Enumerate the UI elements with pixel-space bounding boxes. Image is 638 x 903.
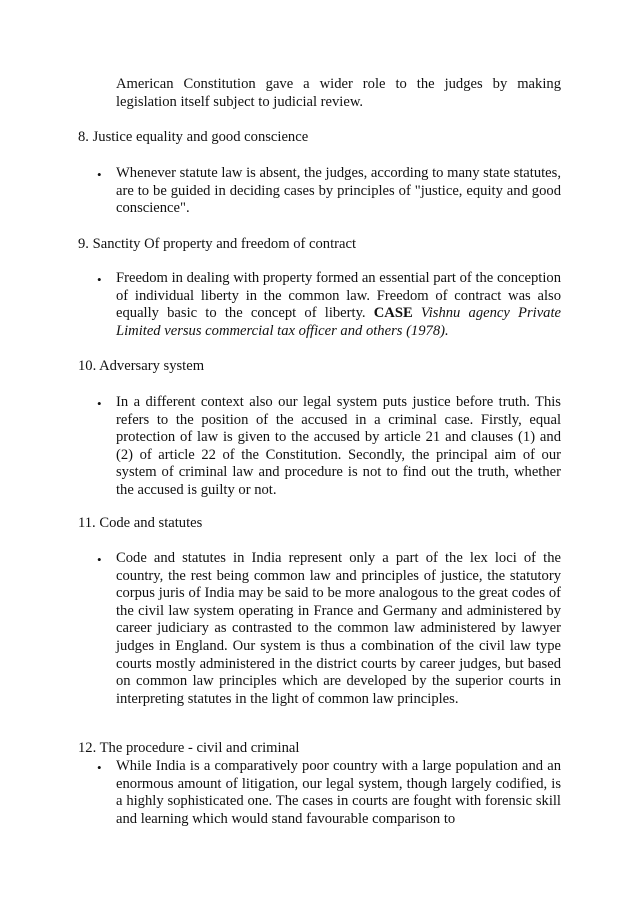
section-heading-11: 11. Code and statutes	[78, 515, 203, 531]
section-heading-12: 12. The procedure - civil and criminal	[78, 740, 300, 756]
section-10-bullet-text: In a different context also our legal system puts justice before truth. This refers to the position of the accused in a criminal case. Firstly, equal protection of law is given to the accused by article 21 and clauses (1) and (2) of article 22 of the Constitution. Secondly, the principal aim of our system of criminal law and procedure is not to find out the truth, whether the accused is guilty or not.	[116, 394, 561, 498]
section-8-bullet-text: Whenever statute law is absent, the judges, according to many state statutes, are to be guided in deciding cases by principles of "justice, equity and good conscience".	[116, 165, 561, 217]
bullet-icon: •	[97, 760, 102, 775]
bullet-icon: •	[97, 552, 102, 567]
section-9-bullet-text	[116, 270, 561, 340]
section-11-bullet-text: Code and statutes in India represent only a part of the lex loci of the country, the rest being common law and principles of justice, the statutory corpus juris of India may be said to be more analogous to the great codes of the civil law system operating in France and Germany and administered by career judiciary as contrasted to the common law administered by lawyer judges in England. Our system is thus a combination of the civil law type courts mostly administered in the district courts by career judges, but based on common law principles which are developed by the superior courts in interpreting statutes in the light of common law principles.	[116, 550, 561, 707]
case-label: CASE	[373, 305, 413, 322]
section-heading-10: 10. Adversary system	[78, 358, 205, 374]
section-heading-9: 9. Sanctity Of property and freedom of contract	[78, 236, 356, 252]
case-citation: Vishnu agency Private Limited versus commercial tax officer and others (1978).	[116, 305, 561, 339]
section-heading-8: 8. Justice equality and good conscience	[78, 129, 309, 145]
intro-paragraph: American Constitution gave a wider role to the judges by making legislation itself subject to judicial review.	[116, 76, 561, 110]
bullet-icon: •	[97, 272, 102, 287]
bullet-icon: •	[97, 167, 102, 182]
section-9-bullet-body: Freedom in dealing with property formed an essential part of the conception of individual liberty in the common law. Freedom of contract was also equally basic to the concept of liberty.	[116, 270, 561, 322]
bullet-icon: •	[97, 396, 102, 411]
section-12-bullet-text: While India is a comparatively poor country with a large population and an enormous amount of litigation, our legal system, though largely codified, is a highly sophisticated one. The cases in courts are fought with forensic skill and learning which would stand favourable comparison to	[116, 758, 561, 827]
